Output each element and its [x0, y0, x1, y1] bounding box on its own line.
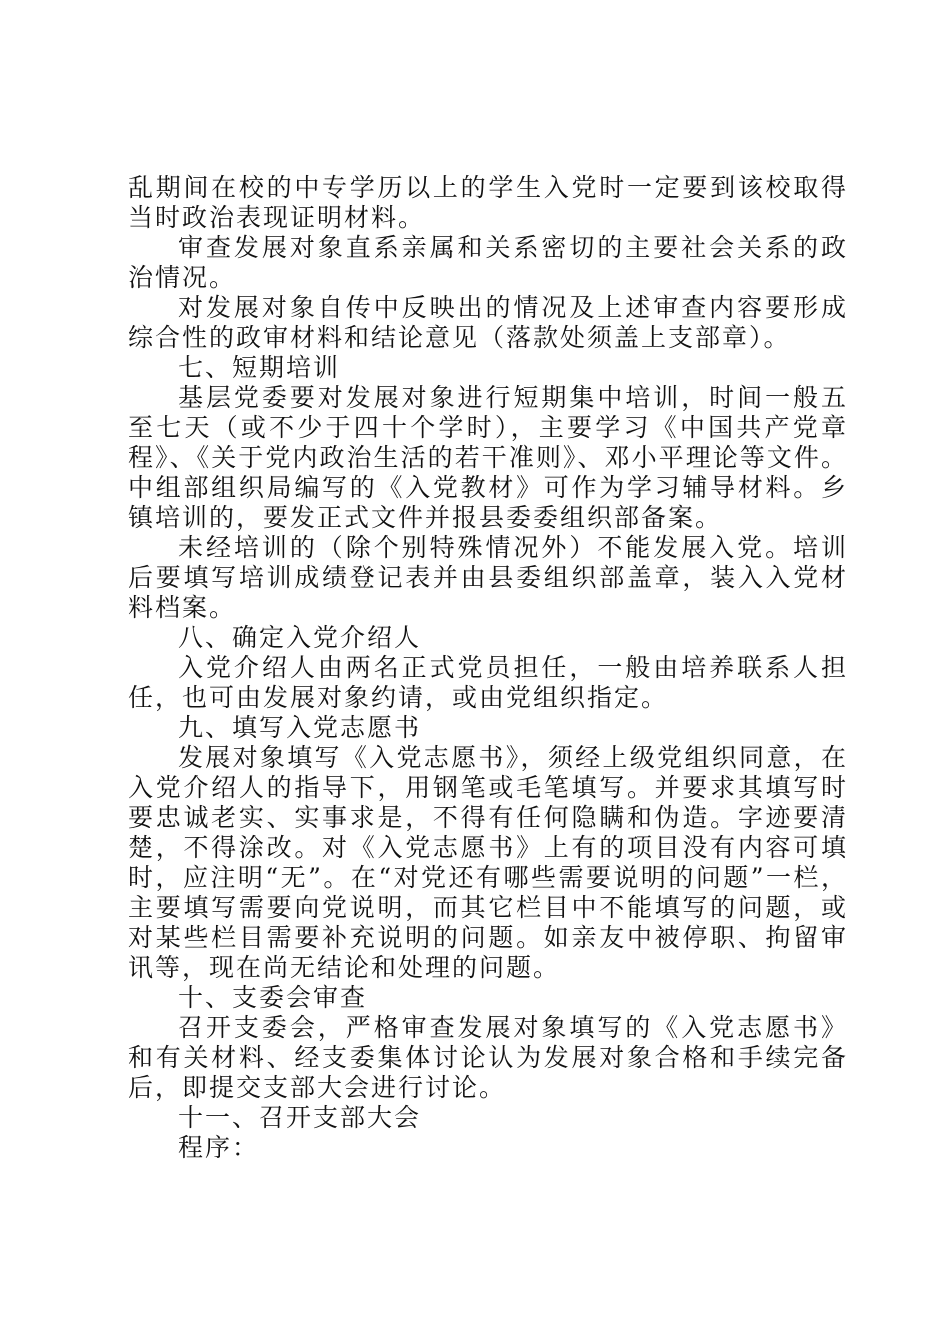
- section-heading-8: 八、确定入党介绍人: [178, 623, 422, 652]
- paragraph: 入党介绍人由两名正式党员担任，一般由培养联系人担任，也可由发展对象约请，或由党组织指定。: [128, 653, 848, 712]
- section-heading-10: 十、支委会审查: [178, 983, 368, 1012]
- paragraph: 程序：: [178, 1133, 260, 1162]
- paragraph: 发展对象填写《入党志愿书》，须经上级党组织同意，在入党介绍人的指导下，用钢笔或毛笔填写。并要求其填写时要忠诚老实、实事求是，不得有任何隐瞒和伪造。字迹要清楚，不得涂改。对《入党志愿书》上有的项目没有内容可填时，应注明“无”。在“对党还有哪些需要说明的问题”一栏，主要填写需要向党说明，而其它栏目中不能填写的问题，或对某些栏目需要补充说明的问题。如亲友中被停职、拘留审讯等，现在尚无结论和处理的问题。: [128, 743, 848, 982]
- paragraph-continuation: 乱期间在校的中专学历以上的学生入党时一定要到该校取得当时政治表现证明材料。: [128, 173, 848, 232]
- paragraph: 未经培训的（除个别特殊情况外）不能发展入党。培训后要填写培训成绩登记表并由县委组织部盖章，装入入党材料档案。: [128, 533, 848, 622]
- paragraph: 审查发展对象直系亲属和关系密切的主要社会关系的政治情况。: [128, 233, 848, 292]
- document-body: [128, 173, 848, 1163]
- section-heading-11: 十一、召开支部大会: [178, 1103, 422, 1132]
- paragraph: 对发展对象自传中反映出的情况及上述审查内容要形成综合性的政审材料和结论意见（落款处须盖上支部章）。: [128, 293, 848, 352]
- paragraph: 召开支委会，严格审查发展对象填写的《入党志愿书》和有关材料、经支委集体讨论认为发展对象合格和手续完备后，即提交支部大会进行讨论。: [128, 1013, 848, 1102]
- section-heading-7: 七、短期培训: [178, 353, 341, 382]
- paragraph: 基层党委要对发展对象进行短期集中培训，时间一般五至七天（或不少于四十个学时），主要学习《中国共产党章程》、《关于党内政治生活的若干准则》、邓小平理论等文件。中组部组织局编写的《入党教材》可作为学习辅导材料。乡镇培训的，要发正式文件并报县委委组织部备案。: [128, 383, 848, 532]
- section-heading-9: 九、填写入党志愿书: [178, 713, 422, 742]
